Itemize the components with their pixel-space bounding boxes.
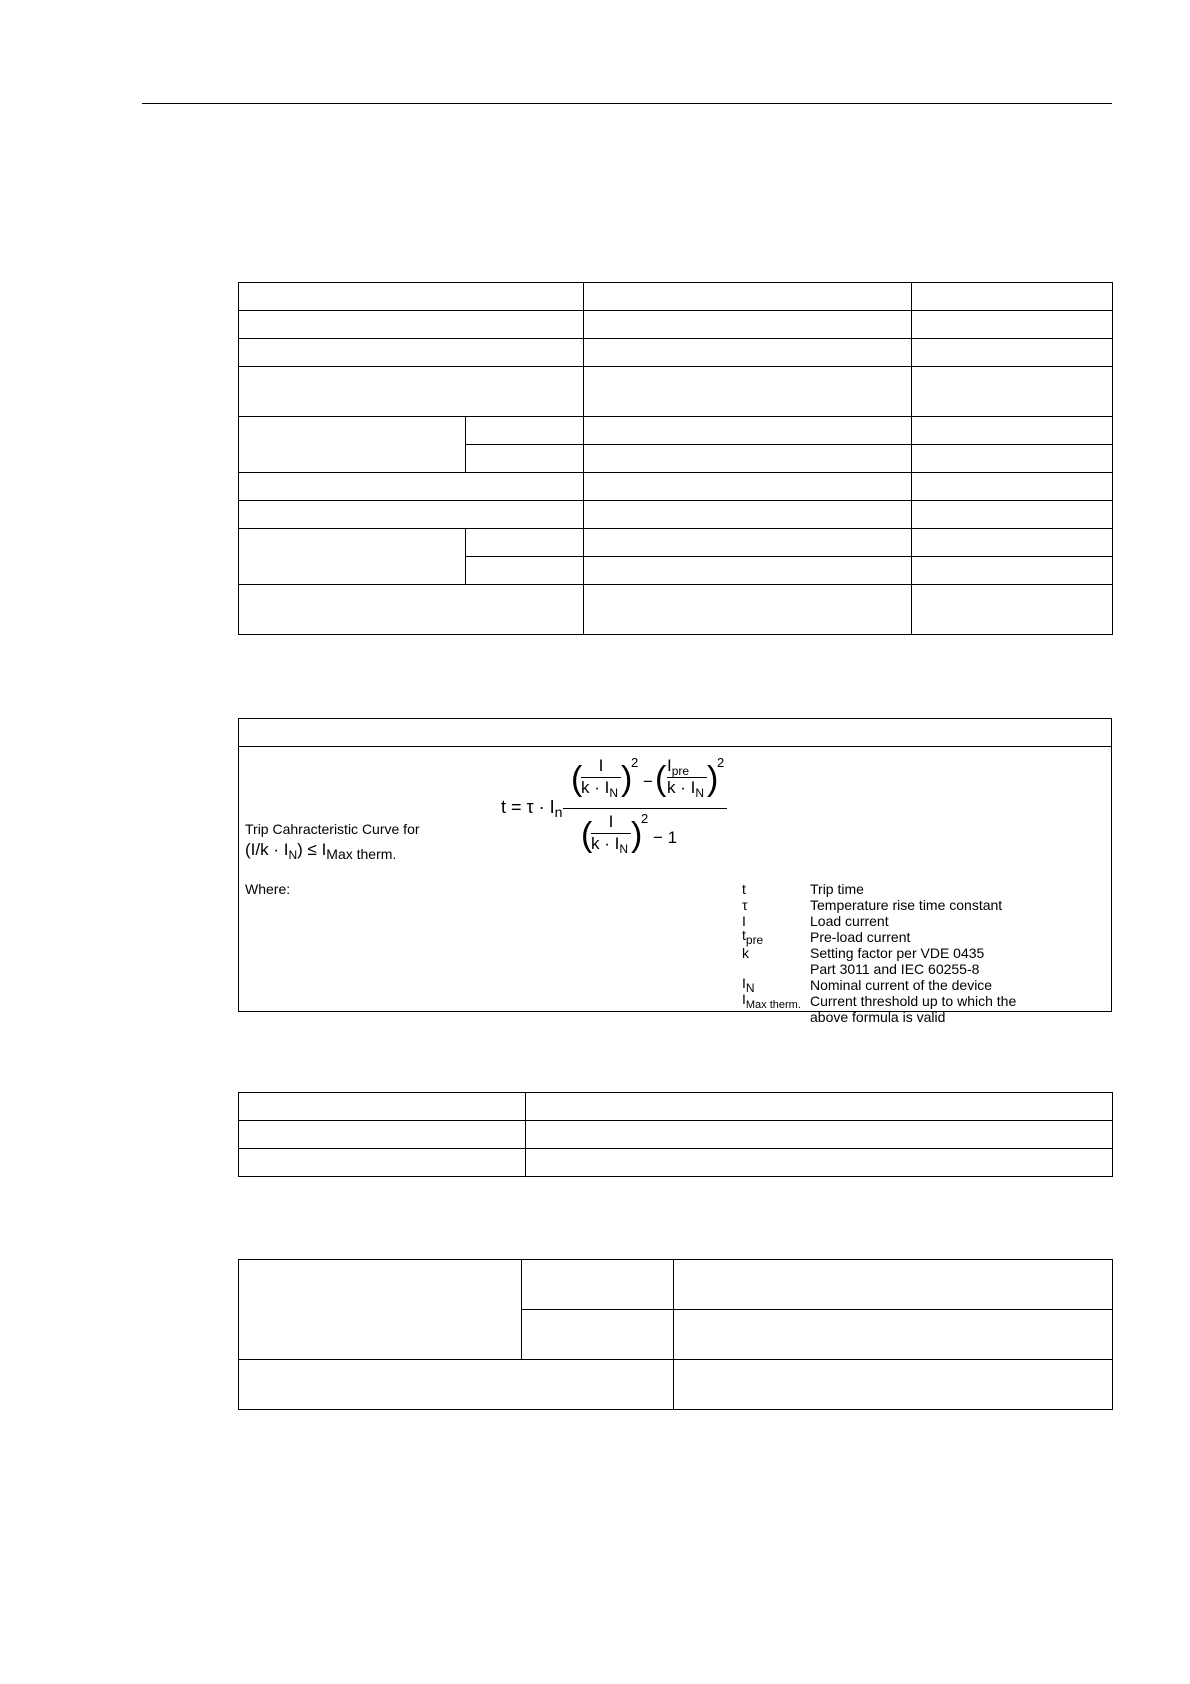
- denominator: ( I $k \cdot I_N$ ) 2 − 1: [581, 811, 678, 856]
- table-row: [239, 311, 1113, 339]
- fraction-bar: [563, 808, 727, 809]
- tolerances-table: [238, 1259, 1113, 1410]
- table-row: [239, 1149, 1113, 1177]
- trip-characteristic-table: [238, 718, 1112, 1025]
- formula-block: Trip Cahracteristic Curve for $(I/k \cdot I_N) \le I_{Max therm.}$ Where: $t = \tau \cdot I_n$ ( I $k \cdot I_N$ ) 2 − ( $I_{pre}$ $k \cdot I_N$ ) 2 ( I $k \cdot I_N$ ) 2 − 1 t Trip time τ Temperature rise time constant I Load current tpre Pre-load current k Setting factor per VDE 0435 Part 3011 and IEC 60255-8 IN Nominal current of the device $I_{Max therm.}$ Current threshold up to which the above formula is valid: [245, 755, 1017, 1025]
- table-row: [239, 1093, 1113, 1121]
- table-row: [239, 719, 1112, 747]
- table-row: [239, 747, 1112, 1012]
- table-row: [239, 501, 1113, 529]
- trip-formula: [501, 755, 951, 863]
- header-rule: [142, 103, 1112, 104]
- curve-condition: $(I/k \cdot I_N) \le I_{Max therm.}$: [245, 840, 397, 862]
- curve-caption: Trip Cahracteristic Curve for: [245, 821, 420, 837]
- table-row: [239, 473, 1113, 501]
- two-column-table: [238, 1092, 1113, 1177]
- settings-table: [238, 282, 1113, 635]
- table-row: [239, 585, 1113, 635]
- formula-lhs: $t = \tau \cdot I_n$: [501, 797, 563, 820]
- numerator: ( I $k \cdot I_N$ ) 2 − ( $I_{pre}$ $k \cdot I_N$ ) 2: [571, 755, 725, 800]
- table-row: [239, 339, 1113, 367]
- table-row: [239, 417, 1113, 445]
- table-row: [239, 1360, 1113, 1410]
- where-label: Where:: [245, 881, 291, 897]
- table-row: [239, 529, 1113, 557]
- table-row: [239, 367, 1113, 417]
- table-row: [239, 1260, 1113, 1310]
- table-row: [239, 283, 1113, 311]
- table-row: [239, 1121, 1113, 1149]
